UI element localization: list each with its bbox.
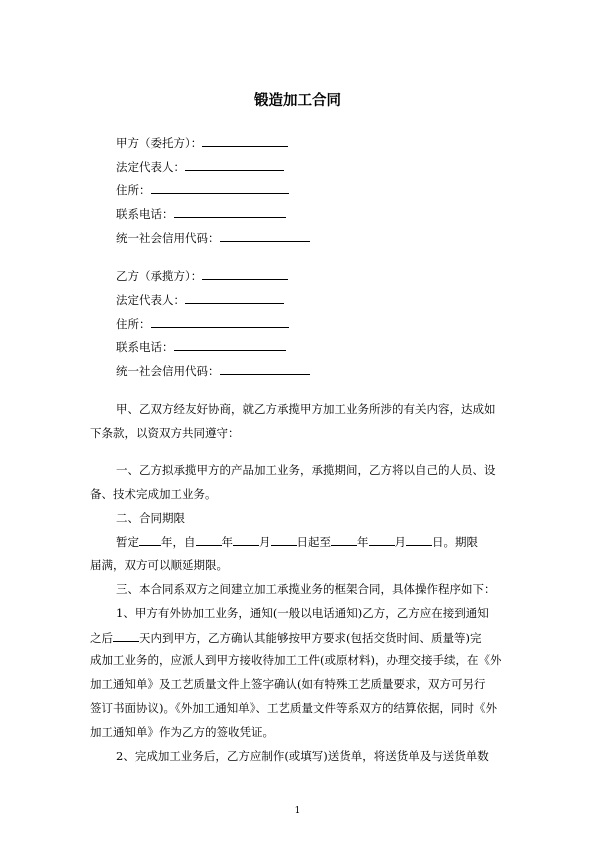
party-a-credit-line (116, 228, 310, 246)
party-a-phone-blank[interactable] (174, 204, 286, 218)
clause1-line-1: 一、乙方拟承揽甲方的产品加工业务，承揽期间，乙方将以自己的人员、设 (116, 463, 496, 477)
term-year2-label: 年 (221, 535, 233, 549)
party-b-credit-label: 统一社会信用代码： (116, 364, 220, 378)
clause3-1-rest: 天内到甲方，乙方确认其能够按甲方要求(包括交货时间、质量等)完 (139, 631, 482, 645)
party-b-phone-blank[interactable] (174, 337, 286, 351)
page-title: 锻造加工合同 (254, 93, 341, 109)
party-b-name-line (116, 266, 288, 284)
term-prefix: 暂定 (116, 535, 139, 549)
term-year3-label: 年 (357, 535, 369, 549)
days-blank[interactable] (113, 629, 139, 642)
party-b-rep-blank[interactable] (185, 290, 284, 304)
party-b-credit-line (116, 361, 310, 379)
clause1-line-2: 备、技术完成加工业务。 (90, 487, 217, 501)
party-a-phone-label: 联系电话： (116, 207, 174, 221)
party-a-rep-label: 法定代表人： (116, 160, 185, 174)
clause3-1-line-1: 1、甲方有外协加工业务，通知(一般以电话通知)乙方，乙方应在接到通知 (116, 606, 489, 620)
term-line-1 (90, 533, 505, 550)
term-line-2: 届满，双方可以顺延期限。 (90, 558, 228, 572)
party-b-phone-label: 联系电话： (116, 340, 174, 354)
end-month-blank[interactable] (369, 533, 395, 546)
intro-line-1: 甲、乙双方经友好协商，就乙方承揽甲方加工业务所涉的有关内容，达成如 (116, 402, 496, 416)
clause3-title: 三、本合同系双方之间建立加工承揽业务的框架合同，具体操作程序如下： (116, 582, 496, 596)
page-number: 1 (294, 806, 301, 816)
party-a-credit-blank[interactable] (220, 228, 310, 242)
clause3-1-line-4: 加工通知单》及工艺质量文件上签字确认(如有特殊工艺质量要求，双方可另行 (90, 677, 486, 691)
term-end-label: 日。期限 (432, 535, 478, 549)
party-a-name-label: 甲方（委托方）： (116, 136, 203, 150)
clause3-1-line-2 (90, 629, 505, 646)
end-year-blank[interactable] (331, 533, 357, 546)
end-day-blank[interactable] (406, 533, 432, 546)
intro-line-2: 下条款，以资双方共同遵守： (90, 426, 240, 440)
clause3-1-line-6: 加工通知单》作为乙方的签收凭证。 (90, 725, 274, 739)
party-a-credit-label: 统一社会信用代码： (116, 231, 220, 245)
party-a-name-blank[interactable] (202, 133, 288, 147)
party-b-address-label: 住所： (116, 317, 151, 331)
clause3-1-prefix: 之后 (90, 631, 113, 645)
start-month-blank[interactable] (233, 533, 259, 546)
clause3-2-line-1: 2、完成加工业务后，乙方应制作(或填写)送货单，将送货单及与送货单数 (116, 749, 489, 763)
party-b-phone-line (116, 337, 286, 355)
party-b-credit-blank[interactable] (220, 361, 310, 375)
term-month2-label: 月 (394, 535, 406, 549)
party-b-rep-line (116, 290, 284, 308)
party-a-rep-blank[interactable] (185, 157, 284, 171)
party-b-address-line (116, 314, 289, 332)
party-a-address-line (116, 180, 289, 198)
party-b-name-label: 乙方（承揽方）： (116, 269, 203, 283)
start-day-blank[interactable] (271, 533, 297, 546)
party-b-address-blank[interactable] (151, 314, 289, 328)
term-month-label: 月 (259, 535, 271, 549)
clause3-1-line-3: 成加工业务的，应派人到甲方接收待加工工件(或原材料)，办理交接手续，在《外 (90, 653, 502, 667)
party-b-rep-label: 法定代表人： (116, 293, 185, 307)
party-a-address-label: 住所： (116, 183, 151, 197)
clause2-title: 二、合同期限 (116, 511, 185, 525)
clause3-1-line-5: 签订书面协议)。《外加工通知单》、工艺质量文件等系双方的结算依据，同时《外 (90, 701, 497, 715)
party-a-phone-line (116, 204, 286, 222)
term-years-blank[interactable] (139, 533, 161, 546)
term-year-label: 年，自 (161, 535, 196, 549)
party-a-name-line (116, 133, 288, 151)
party-a-address-blank[interactable] (151, 180, 289, 194)
start-year-blank[interactable] (196, 533, 222, 546)
term-day-from-label: 日起至 (296, 535, 331, 549)
party-a-rep-line (116, 157, 284, 175)
party-b-name-blank[interactable] (202, 266, 288, 280)
